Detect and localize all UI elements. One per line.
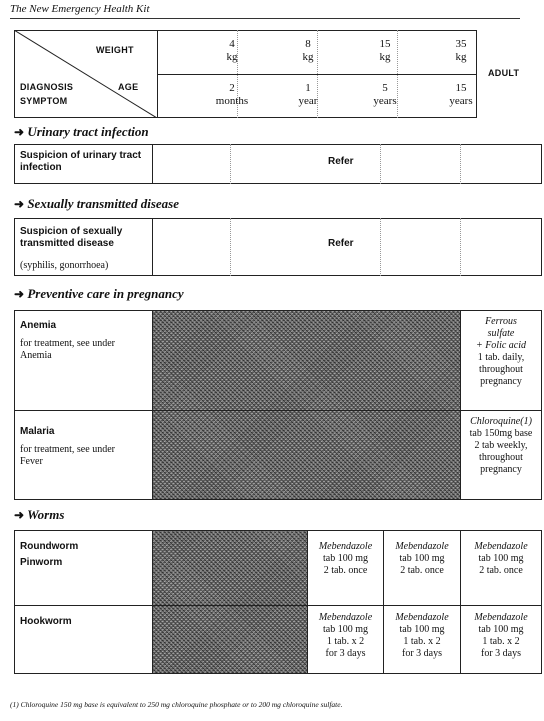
section-title: Worms	[27, 507, 65, 522]
urinary-refer: Refer	[328, 156, 354, 167]
shaded-not-applicable	[152, 311, 460, 499]
anemia-treatment: Ferrous sulfate + Folic acid 1 tab. daily, throughout pregnancy	[475, 316, 527, 387]
age-2-months: 2 months	[215, 82, 249, 107]
std-row-sub: (syphilis, gonorrhoea)	[20, 260, 109, 271]
section-title: Preventive care in pregnancy	[27, 286, 184, 301]
section-title: Urinary tract infection	[27, 124, 149, 139]
arrow-right-icon: ➜	[14, 125, 25, 139]
urinary-row-label: Suspicion of urinary tract infection	[20, 150, 142, 173]
hookworm-dose-1: Mebendazole tab 100 mg 1 tab. x 2 for 3 days	[318, 612, 373, 659]
anemia-sub: for treatment, see under Anemia	[20, 338, 115, 361]
footnote-marker: (1)	[10, 700, 19, 709]
malaria-sub: for treatment, see under Fever	[20, 444, 115, 467]
weight-label: WEIGHT	[96, 45, 134, 55]
weight-4kg: 4 kg	[226, 38, 238, 63]
diagnosis-label: DIAGNOSIS	[20, 82, 74, 92]
section-title: Sexually transmitted disease	[27, 196, 179, 211]
header-rule	[10, 18, 520, 19]
section-std	[14, 196, 179, 212]
std-refer: Refer	[328, 238, 354, 249]
footnote-text: Chloroquine 150 mg base is equivalent to 250 mg chloroquine phosphate or to 200 mg chloroquine sulfate.	[20, 700, 343, 709]
roundworm-label: Roundworm	[20, 541, 79, 552]
age-15-years: 15 years	[449, 82, 473, 107]
arrow-right-icon: ➜	[14, 197, 25, 211]
section-pregnancy	[14, 286, 184, 302]
section-worms	[14, 507, 64, 523]
footnote	[10, 700, 342, 709]
pinworm-label: Pinworm	[20, 557, 63, 568]
age-label: AGE	[118, 82, 139, 92]
malaria-treatment: Chloroquine(1) tab 150mg base 2 tab weekly, throughout pregnancy	[469, 416, 533, 475]
shaded-not-applicable	[152, 531, 307, 673]
malaria-label: Malaria	[20, 426, 55, 437]
roundworm-dose-3: Mebendazole tab 100 mg 2 tab. once	[474, 541, 528, 576]
roundworm-dose-1: Mebendazole tab 100 mg 2 tab. once	[318, 541, 373, 576]
weight-15kg: 15 kg	[379, 38, 391, 63]
page-header: The New Emergency Health Kit	[10, 3, 150, 15]
anemia-label: Anemia	[20, 320, 57, 331]
roundworm-dose-2: Mebendazole tab 100 mg 2 tab. once	[395, 541, 449, 576]
age-5-years: 5 years	[373, 82, 397, 107]
section-urinary	[14, 124, 149, 140]
arrow-right-icon: ➜	[14, 287, 25, 301]
adult-label: ADULT	[488, 68, 520, 78]
weight-8kg: 8 kg	[302, 38, 314, 63]
weight-35kg: 35 kg	[455, 38, 467, 63]
hookworm-label: Hookworm	[20, 616, 72, 627]
age-1-year: 1 year	[298, 82, 318, 107]
arrow-right-icon: ➜	[14, 508, 25, 522]
symptom-label: SYMPTOM	[20, 96, 68, 106]
hookworm-dose-3: Mebendazole tab 100 mg 1 tab. x 2 for 3 days	[474, 612, 528, 659]
std-row-label: Suspicion of sexually transmitted disease	[20, 226, 123, 249]
hookworm-dose-2: Mebendazole tab 100 mg 1 tab. x 2 for 3 days	[395, 612, 449, 659]
